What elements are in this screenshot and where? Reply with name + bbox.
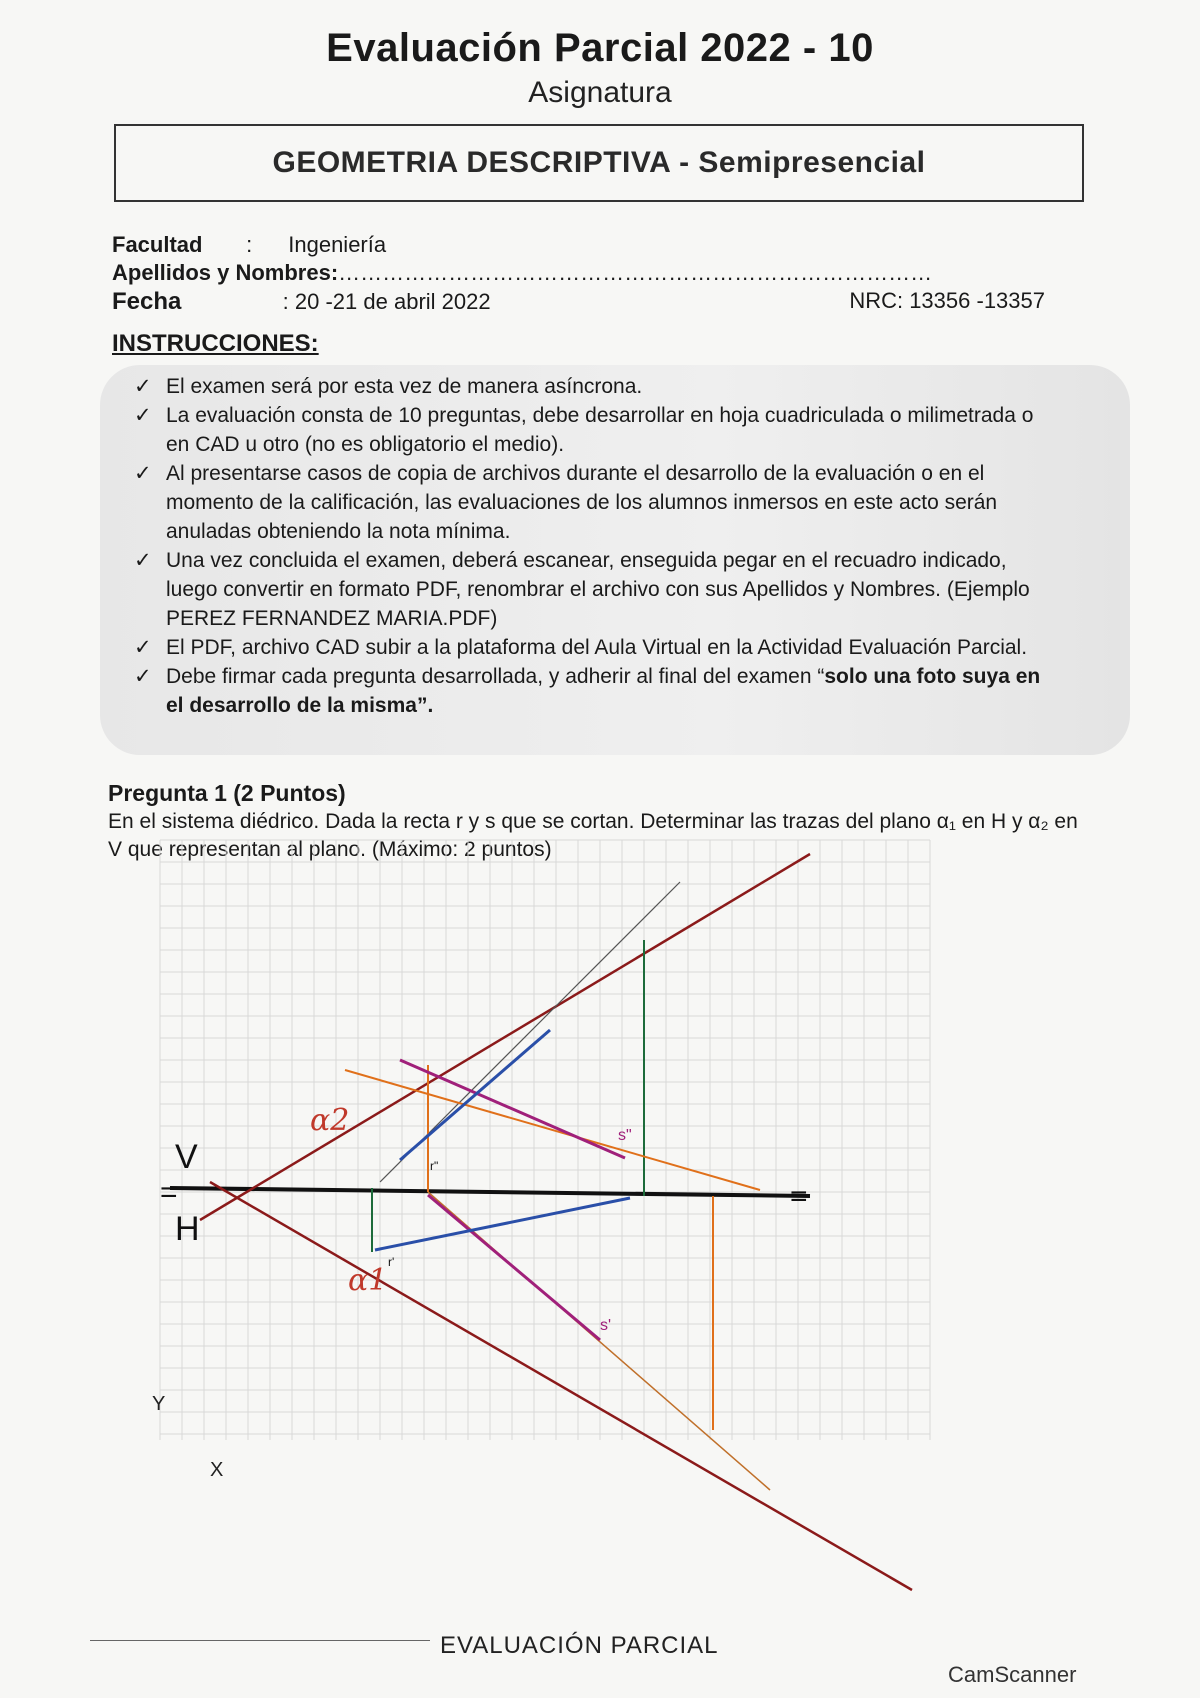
label-V: V: [175, 1138, 198, 1176]
alpha1-trace: [210, 1182, 912, 1590]
names-label: Apellidos y Nombres:: [112, 260, 339, 285]
label-alpha2: α2: [310, 1103, 350, 1138]
names-dotted-line: ………………………………………………………………………: [338, 260, 933, 285]
r2-line: [400, 1030, 550, 1160]
question-text: En el sistema diédrico. Dada la recta r y s que se cortan. Determinar las trazas del plano α₁ en H y α₂ en V que representan al plano. (Máximo: 2 puntos): [108, 810, 1078, 861]
label-Y: Y: [152, 1393, 166, 1415]
orange-line-vertical: [345, 1070, 760, 1190]
instruction-item: ✓ Una vez concluida el examen, deberá escanear, enseguida pegar en el recuadro indicado, luego convertir en formato PDF, renombrar el archivo con sus Apellidos y Nombres. (Ejemplo PEREZ FERNANDEZ MARIA.PDF): [130, 546, 1060, 633]
faculty-separator: :: [246, 232, 253, 257]
page-title: Evaluación Parcial 2022 - 10: [326, 26, 874, 70]
label-equals-right: =: [790, 1180, 808, 1213]
label-alpha1: α1: [348, 1263, 388, 1298]
date-label: Fecha: [112, 288, 182, 315]
check-icon: ✓: [134, 404, 152, 427]
instruction-item: ✓ El examen será por esta vez de manera asíncrona.: [130, 372, 1060, 401]
label-equals-left: =: [160, 1176, 178, 1209]
label-r1: r': [388, 1255, 395, 1269]
check-icon: ✓: [134, 636, 152, 659]
nrc-code: NRC: 13356 -13357: [849, 288, 1045, 313]
dihedral-diagram: [152, 840, 1040, 1620]
label-H: H: [175, 1210, 200, 1248]
date-value: : 20 -21 de abril 2022: [282, 289, 491, 314]
course-title: GEOMETRIA DESCRIPTIVA - Semipresencial: [272, 146, 926, 179]
instruction-item: ✓ El PDF, archivo CAD subir a la plataforma del Aula Virtual en la Actividad Evaluación Parcial.: [130, 633, 1060, 662]
course-title-box: [114, 124, 1084, 202]
label-s1: s': [600, 1317, 612, 1334]
faculty-row: [112, 232, 386, 258]
question-heading: Pregunta 1 (2 Puntos): [108, 780, 346, 806]
date-row: [112, 288, 491, 316]
check-icon: ✓: [134, 549, 152, 572]
check-icon: ✓: [134, 665, 152, 688]
s1-line: [428, 1195, 600, 1340]
instruction-item: ✓ Al presentarse casos de copia de archivos durante el desarrollo de la evaluación o en el momento de la calificación, las evaluaciones de los alumnos inmersos en este acto serán anuladas obteniendo la nota mínima.: [130, 459, 1060, 546]
r1-line: [375, 1198, 630, 1250]
instructions-list: [130, 372, 1060, 720]
instruction-item: ✓ La evaluación consta de 10 preguntas, debe desarrollar en hoja cuadriculada o milimetrada o en CAD u otro (no es obligatorio el medio).: [130, 401, 1060, 459]
faculty-value: Ingeniería: [288, 232, 387, 257]
footer-text: EVALUACIÓN PARCIAL: [440, 1632, 719, 1659]
instruction-item: ✓ Debe firmar cada pregunta desarrollada, y adherir al final del examen “solo una foto suya en el desarrollo de la misma”.: [130, 662, 1060, 720]
label-s2: s": [618, 1127, 632, 1144]
faculty-label: Facultad: [112, 232, 203, 257]
page-subtitle: Asignatura: [528, 76, 672, 109]
check-icon: ✓: [134, 462, 152, 485]
names-row: [112, 260, 932, 286]
label-X: X: [210, 1459, 224, 1481]
instructions-heading: INSTRUCCIONES:: [112, 330, 319, 357]
graph-grid: [160, 840, 930, 1440]
check-icon: ✓: [134, 375, 152, 398]
scanner-watermark: CamScanner: [948, 1662, 1077, 1687]
footer-rule: [90, 1640, 430, 1641]
label-r2: r": [430, 1159, 439, 1173]
